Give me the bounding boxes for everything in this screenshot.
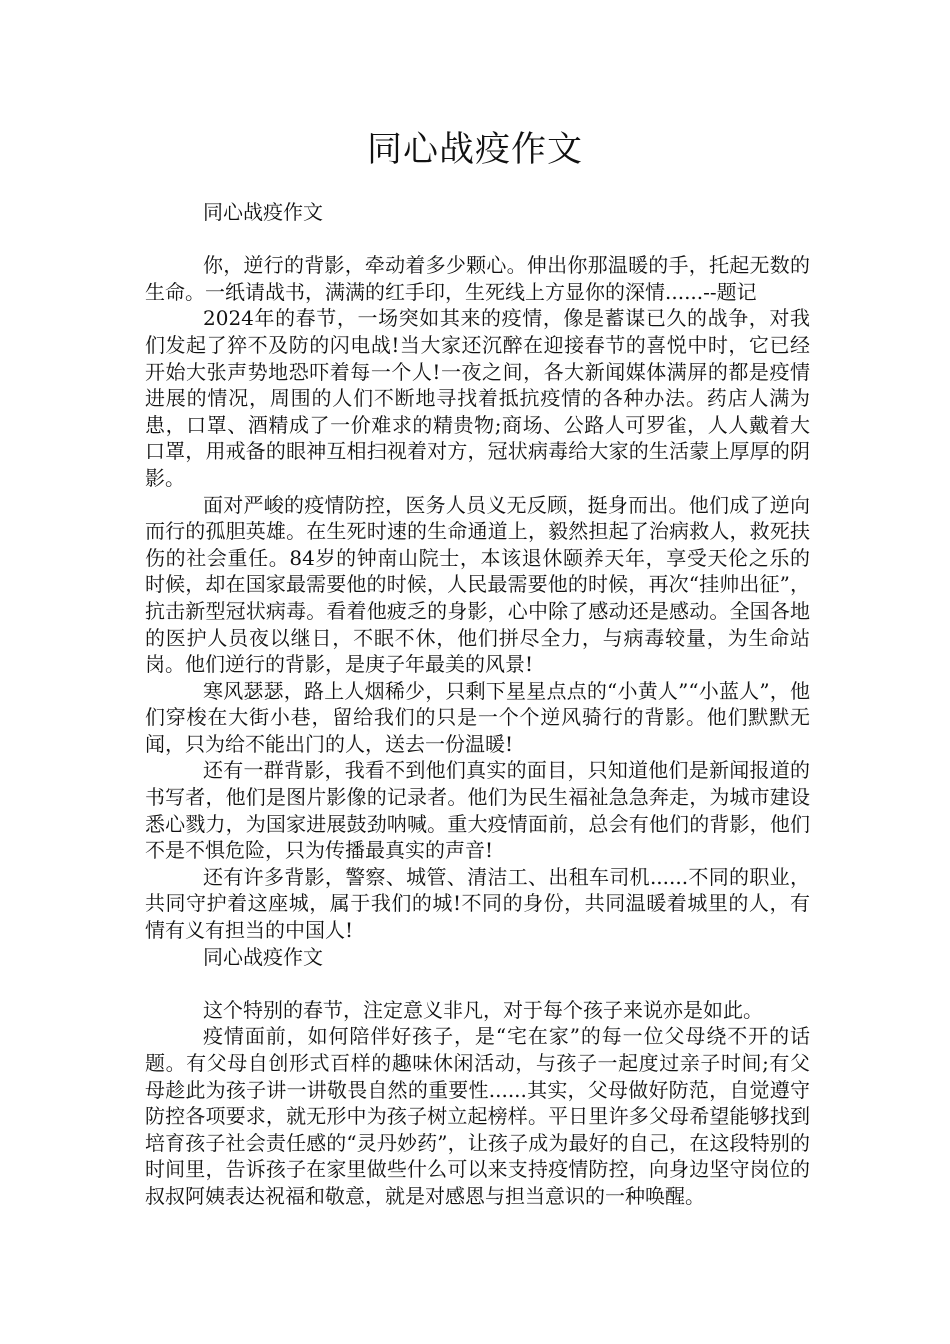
essay-1-paragraph: 2024年的春节，一场突如其来的疫情，像是蓄谋已久的战争，对我们发起了猝不及防的闪电战!当大家还沉醉在迎接春节的喜悦中时，它已经开始大张声势地恐吓着每一个人!一夜之间，各大新闻媒体满屏的都是疫情进展的情况，周围的人们不断地寻找着抵抗疫情的各种办法。药店人满为患，口罩、酒精成了一价难求的精贵物;商场、公路人可罗雀，人人戴着大口罩，用戒备的眼神互相扫视着对方，冠状病毒给大家的生活蒙上厚厚的阴影。 bbox=[145, 306, 810, 490]
document-body bbox=[145, 199, 810, 1210]
blank-line bbox=[145, 970, 810, 997]
essay-2-paragraph: 这个特别的春节，注定意义非凡，对于每个孩子来说亦是如此。 bbox=[203, 997, 763, 1022]
essay-1-paragraph: 寒风瑟瑟，路上人烟稀少，只剩下星星点点的“小黄人”“小蓝人”，他们穿梭在大街小巷，留给我们的只是一个个逆风骑行的背影。他们默默无闻，只为给不能出门的人，送去一份温暖! bbox=[145, 678, 810, 756]
essay-1-paragraph: 面对严峻的疫情防控，医务人员义无反顾，挺身而出。他们成了逆向而行的孤胆英雄。在生死时速的生命通道上，毅然担起了治病救人，救死扶伤的社会重任。84岁的钟南山院士，本该退休颐养天年，享受天伦之乐的时候，却在国家最需要他的时候，人民最需要他的时候，再次“挂帅出征”，抗击新型冠状病毒。看着他疲乏的身影，心中除了感动还是感动。全国各地的医护人员夜以继日，不眠不休，他们拼尽全力，与病毒较量，为生命站岗。他们逆行的背影，是庚子年最美的风景! bbox=[145, 492, 810, 677]
essay-2-heading: 同心战疫作文 bbox=[203, 944, 323, 969]
essay-1-paragraph: 还有一群背影，我看不到他们真实的面目，只知道他们是新闻报道的书写者，他们是图片影像的记录者。他们为民生福祉急急奔走，为城市建设悉心戮力，为国家进展鼓劲呐喊。重大疫情面前，总会有他们的背影，他们不是不惧危险，只为传播最真实的声音! bbox=[145, 758, 810, 863]
blank-line bbox=[145, 226, 810, 253]
document-title: 同心战疫作文 bbox=[366, 130, 583, 170]
essay-2-paragraph: 疫情面前，如何陪伴好孩子，是“宅在家”的每一位父母绕不开的话题。有父母自创形式百样的趣味休闲活动，与孩子一起度过亲子时间;有父母趁此为孩子讲一讲敬畏自然的重要性......其实，父母做好防范，自觉遵守防控各项要求，就无形中为孩子树立起榜样。平日里许多父母希望能够找到培育孩子社会责任感的“灵丹妙药”，让孩子成为最好的自己，在这段特别的时间里，告诉孩子在家里做些什么可以来支持疫情防控，向身边坚守岗位的叔叔阿姨表达祝福和敬意，就是对感恩与担当意识的一种唤醒。 bbox=[145, 1024, 810, 1208]
essay-1-heading: 同心战疫作文 bbox=[203, 200, 323, 224]
essay-1-paragraph: 还有许多背影，警察、城管、清洁工、出租车司机......不同的职业，共同守护着这座城，属于我们的城!不同的身份，共同温暖着城里的人，有情有义有担当的中国人! bbox=[145, 864, 810, 943]
essay-1-epigraph: 你，逆行的背影，牵动着多少颗心。伸出你那温暖的手，托起无数的生命。一纸请战书，满满的红手印，生死线上方显你的深情......--题记 bbox=[145, 253, 810, 304]
